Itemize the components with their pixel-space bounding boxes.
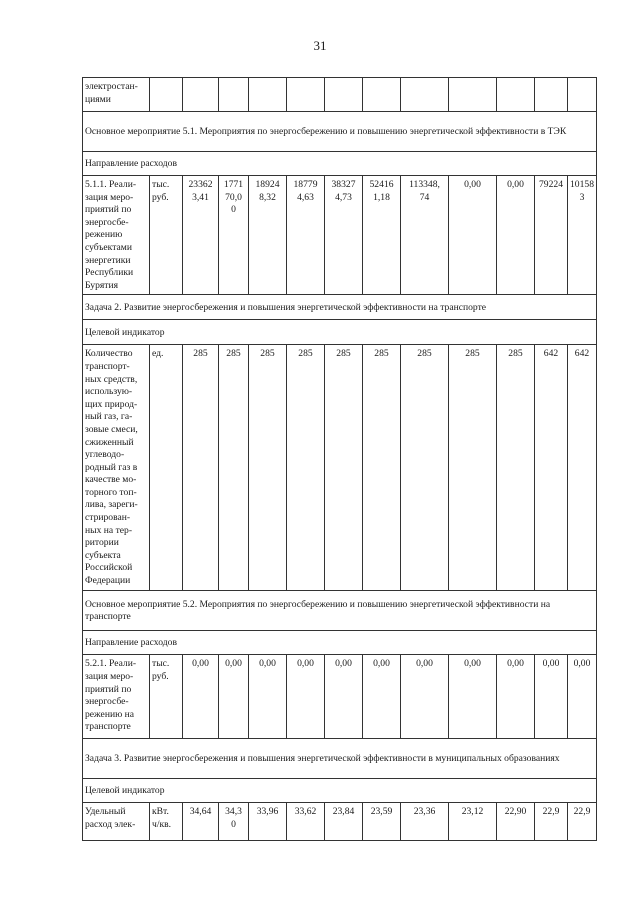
section-row — [83, 320, 597, 345]
value-cell: 34,3 0 — [219, 803, 249, 841]
value-cell: 33,62 — [287, 803, 325, 841]
measure-5-2-heading: Основное мероприятие 5.2. Мероприятия по энергосбережению и повышению энергетической эффективности на транспорте — [83, 591, 597, 631]
value-cell: 0,00 — [219, 655, 249, 739]
value-cell: 0,00 — [325, 655, 363, 739]
task-2-heading: Задача 2. Развитие энергосбережения и повышения энергетической эффективности на транспорте — [83, 295, 597, 320]
value-cell: 23362 3,41 — [183, 176, 219, 295]
value-cell: 0,00 — [535, 655, 568, 739]
value-cell: 34,64 — [183, 803, 219, 841]
value-cell: 22,9 — [535, 803, 568, 841]
task-3-heading: Задача 3. Развитие энергосбережения и повышения энергетической эффективности в муниципальных образованиях — [83, 739, 597, 779]
table-row — [83, 176, 597, 295]
target-indicator-heading: Целевой индикатор — [83, 320, 597, 345]
value-cell: 18924 8,32 — [249, 176, 287, 295]
value-cell: 285 — [325, 345, 363, 591]
unit-cell: ед. — [150, 345, 183, 591]
value-cell: 285 — [363, 345, 401, 591]
section-row — [83, 112, 597, 152]
value-cell: 113348, 74 — [401, 176, 449, 295]
section-row — [83, 591, 597, 631]
row-name-cell: Удельный расход элек- — [83, 803, 150, 841]
row-name-cell: 5.1.1. Реали- зация меро- приятий по энергосбе- режению субъектами энергетики Республики Бурятия — [83, 176, 150, 295]
value-cell: 642 — [535, 345, 568, 591]
value-cell: 0,00 — [497, 655, 535, 739]
target-indicator-heading: Целевой индикатор — [83, 779, 597, 803]
value-cell: 33,96 — [249, 803, 287, 841]
value-cell: 285 — [183, 345, 219, 591]
value-cell: 0,00 — [568, 655, 597, 739]
value-cell: 285 — [449, 345, 497, 591]
value-cell: 285 — [497, 345, 535, 591]
section-row — [83, 152, 597, 176]
value-cell: 0,00 — [449, 655, 497, 739]
value-cell: 38327 4,73 — [325, 176, 363, 295]
unit-cell: кВт. ч/кв. — [150, 803, 183, 841]
value-cell: 79224 — [535, 176, 568, 295]
expense-direction-heading: Направление расходов — [83, 631, 597, 655]
value-cell: 0,00 — [497, 176, 535, 295]
value-cell: 0,00 — [183, 655, 219, 739]
value-cell: 0,00 — [363, 655, 401, 739]
row-name-cell: электростан- циями — [83, 78, 150, 112]
value-cell: 10158 3 — [568, 176, 597, 295]
value-cell: 285 — [219, 345, 249, 591]
table-row — [83, 803, 597, 841]
section-row — [83, 631, 597, 655]
value-cell: 22,90 — [497, 803, 535, 841]
value-cell: 285 — [401, 345, 449, 591]
value-cell: 0,00 — [401, 655, 449, 739]
expense-direction-heading: Направление расходов — [83, 152, 597, 176]
value-cell: 0,00 — [449, 176, 497, 295]
table-row — [83, 78, 597, 112]
value-cell: 18779 4,63 — [287, 176, 325, 295]
row-name-cell: 5.2.1. Реали- зация меро- приятий по энергосбе- режению на транспорте — [83, 655, 150, 739]
value-cell: 0,00 — [287, 655, 325, 739]
value-cell: 1771 70,0 0 — [219, 176, 249, 295]
value-cell: 23,84 — [325, 803, 363, 841]
value-cell: 285 — [249, 345, 287, 591]
value-cell: 23,59 — [363, 803, 401, 841]
value-cell: 22,9 — [568, 803, 597, 841]
row-name-cell: Количество транспорт- ных средств, использую- щих природ- ный газ, га- зовые смеси, сжиженный углеводо- родный газ в качестве мо- торного топ- лива, зареги- стрирован- ных на тер- ритории субъекта Российской Федерации — [83, 345, 150, 591]
value-cell: 23,12 — [449, 803, 497, 841]
unit-cell: тыс. руб. — [150, 176, 183, 295]
value-cell: 23,36 — [401, 803, 449, 841]
program-table — [82, 77, 597, 841]
page-number: 31 — [313, 38, 327, 53]
value-cell: 642 — [568, 345, 597, 591]
value-cell: 285 — [287, 345, 325, 591]
measure-5-1-heading: Основное мероприятие 5.1. Мероприятия по энергосбережению и повышению энергетической эффективности в ТЭК — [83, 112, 597, 152]
table-row — [83, 655, 597, 739]
value-cell: 52416 1,18 — [363, 176, 401, 295]
section-row — [83, 295, 597, 320]
section-row — [83, 739, 597, 779]
value-cell: 0,00 — [249, 655, 287, 739]
table-row — [83, 345, 597, 591]
unit-cell: тыс. руб. — [150, 655, 183, 739]
section-row — [83, 779, 597, 803]
